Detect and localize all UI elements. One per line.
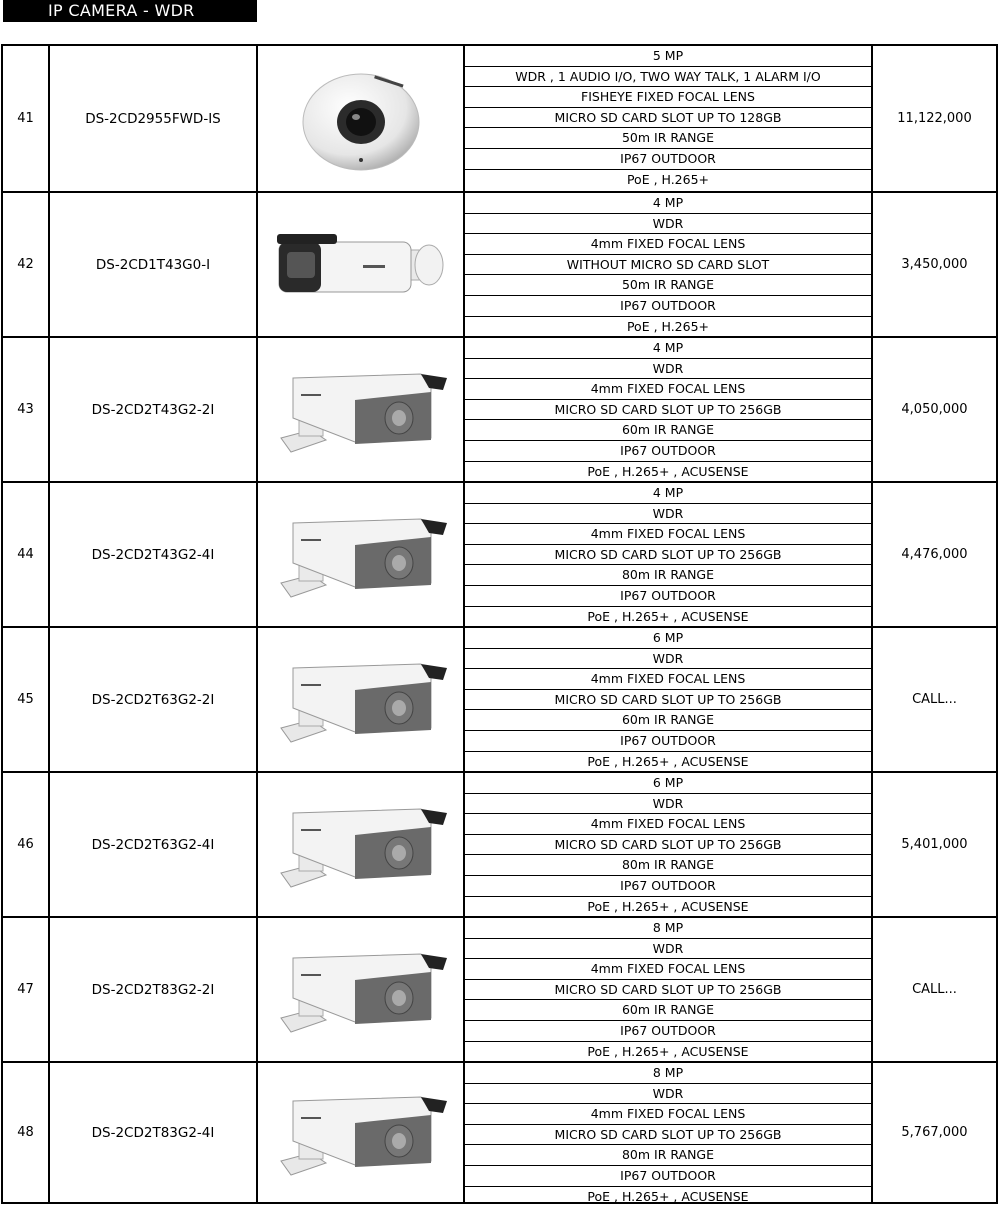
product-image	[258, 1063, 465, 1202]
spec-list	[465, 918, 873, 1061]
spec-line: 4 MP	[465, 193, 871, 214]
spec-list	[465, 46, 873, 191]
spec-line: IP67 OUTDOOR	[465, 731, 871, 752]
product-number: 47	[3, 918, 50, 1061]
product-model: DS-2CD1T43G0-I	[50, 193, 258, 336]
spec-line: IP67 OUTDOOR	[465, 1166, 871, 1187]
product-price: 11,122,000	[897, 111, 972, 126]
spec-line: PoE , H.265+ , ACUSENSE	[587, 898, 749, 914]
spec-list	[465, 1063, 873, 1202]
spec-line: MICRO SD CARD SLOT UP TO 128GB	[465, 108, 871, 129]
spec-line: 4 MP	[465, 338, 871, 359]
spec-line: 4mm FIXED FOCAL LENS	[465, 669, 871, 690]
spec-line: PoE , H.265+ , ACUSENSE	[587, 1043, 749, 1059]
product-price: 5,767,000	[901, 1125, 968, 1140]
spec-line: IP67 OUTDOOR	[465, 149, 871, 170]
product-model: DS-2CD2T83G2-2I	[50, 918, 258, 1061]
spec-line: 60m IR RANGE	[465, 420, 871, 441]
product-price: 3,450,000	[901, 257, 968, 272]
spec-line: PoE , H.265+ , ACUSENSE	[587, 1188, 749, 1204]
spec-line: 4mm FIXED FOCAL LENS	[465, 524, 871, 545]
spec-line: MICRO SD CARD SLOT UP TO 256GB	[465, 545, 871, 566]
spec-list	[465, 773, 873, 916]
spec-line: IP67 OUTDOOR	[465, 586, 871, 607]
product-number: 48	[3, 1063, 50, 1202]
table-row	[3, 336, 996, 481]
table-row	[3, 481, 996, 626]
product-number: 46	[3, 773, 50, 916]
bullet-camera-icon	[271, 220, 451, 310]
bullet-camera-icon	[271, 360, 451, 460]
table-row	[3, 46, 996, 191]
product-image	[258, 338, 465, 481]
bullet-camera-icon	[271, 650, 451, 750]
spec-line: 4mm FIXED FOCAL LENS	[465, 959, 871, 980]
spec-line: 60m IR RANGE	[465, 710, 871, 731]
spec-line: 80m IR RANGE	[465, 855, 871, 876]
spec-line: 50m IR RANGE	[465, 275, 871, 296]
spec-line: 4 MP	[465, 483, 871, 504]
product-image	[258, 628, 465, 771]
page-title: IP CAMERA - WDR	[3, 0, 257, 22]
product-table	[1, 44, 998, 1204]
product-number: 41	[3, 46, 50, 191]
spec-line: MICRO SD CARD SLOT UP TO 256GB	[465, 400, 871, 421]
spec-line: 80m IR RANGE	[465, 1145, 871, 1166]
spec-line: 4mm FIXED FOCAL LENS	[465, 234, 871, 255]
spec-line: IP67 OUTDOOR	[465, 296, 871, 317]
product-image	[258, 193, 465, 336]
spec-line: WDR	[465, 504, 871, 525]
table-row	[3, 626, 996, 771]
table-row	[3, 771, 996, 916]
product-number: 42	[3, 193, 50, 336]
spec-list	[465, 193, 873, 336]
spec-line: 60m IR RANGE	[465, 1000, 871, 1021]
spec-line: WDR	[465, 359, 871, 380]
spec-line: 8 MP	[465, 1063, 871, 1084]
spec-line: 4mm FIXED FOCAL LENS	[465, 814, 871, 835]
product-price: CALL...	[912, 982, 957, 997]
product-price: CALL...	[912, 692, 957, 707]
spec-line: MICRO SD CARD SLOT UP TO 256GB	[465, 980, 871, 1001]
spec-line: WITHOUT MICRO SD CARD SLOT	[465, 255, 871, 276]
spec-line: PoE , H.265+	[626, 318, 710, 334]
spec-line: 5 MP	[465, 46, 871, 67]
spec-line: FISHEYE FIXED FOCAL LENS	[465, 87, 871, 108]
spec-line: MICRO SD CARD SLOT UP TO 256GB	[465, 1125, 871, 1146]
product-model: DS-2CD2T43G2-4I	[50, 483, 258, 626]
spec-list	[465, 628, 873, 771]
spec-line: IP67 OUTDOOR	[465, 1021, 871, 1042]
table-row	[3, 916, 996, 1061]
spec-line: 80m IR RANGE	[465, 565, 871, 586]
spec-list	[465, 483, 873, 626]
spec-line: 8 MP	[465, 918, 871, 939]
product-model: DS-2CD2T83G2-4I	[50, 1063, 258, 1202]
spec-line: WDR	[465, 1084, 871, 1105]
spec-line: IP67 OUTDOOR	[465, 876, 871, 897]
spec-line: WDR	[465, 214, 871, 235]
spec-line: WDR , 1 AUDIO I/O, TWO WAY TALK, 1 ALARM I/O	[465, 67, 871, 88]
product-image	[258, 773, 465, 916]
product-number: 45	[3, 628, 50, 771]
product-model: DS-2CD2T63G2-4I	[50, 773, 258, 916]
spec-line: WDR	[465, 649, 871, 670]
product-number: 43	[3, 338, 50, 481]
bullet-camera-icon	[271, 795, 451, 895]
product-model: DS-2CD2955FWD-IS	[50, 46, 258, 191]
product-number: 44	[3, 483, 50, 626]
spec-line: 6 MP	[465, 628, 871, 649]
product-price: 4,050,000	[901, 402, 968, 417]
spec-line: IP67 OUTDOOR	[465, 441, 871, 462]
spec-line: PoE , H.265+ , ACUSENSE	[587, 463, 749, 479]
spec-line: 4mm FIXED FOCAL LENS	[465, 379, 871, 400]
spec-line: PoE , H.265+ , ACUSENSE	[587, 753, 749, 769]
spec-line: WDR	[465, 794, 871, 815]
spec-list	[465, 338, 873, 481]
product-image	[258, 46, 465, 191]
product-image	[258, 483, 465, 626]
bullet-camera-icon	[271, 1083, 451, 1183]
bullet-camera-icon	[271, 505, 451, 605]
fisheye-camera-icon	[296, 64, 426, 174]
spec-line: WDR	[465, 939, 871, 960]
spec-line: 4mm FIXED FOCAL LENS	[465, 1104, 871, 1125]
table-row	[3, 1061, 996, 1202]
spec-line: 50m IR RANGE	[465, 128, 871, 149]
product-image	[258, 918, 465, 1061]
spec-line: PoE , H.265+	[626, 171, 710, 187]
product-model: DS-2CD2T63G2-2I	[50, 628, 258, 771]
spec-line: MICRO SD CARD SLOT UP TO 256GB	[465, 835, 871, 856]
product-price: 5,401,000	[901, 837, 968, 852]
spec-line: MICRO SD CARD SLOT UP TO 256GB	[465, 690, 871, 711]
table-row	[3, 191, 996, 336]
product-price: 4,476,000	[901, 547, 968, 562]
bullet-camera-icon	[271, 940, 451, 1040]
spec-line: 6 MP	[465, 773, 871, 794]
spec-line: PoE , H.265+ , ACUSENSE	[587, 608, 749, 624]
product-model: DS-2CD2T43G2-2I	[50, 338, 258, 481]
